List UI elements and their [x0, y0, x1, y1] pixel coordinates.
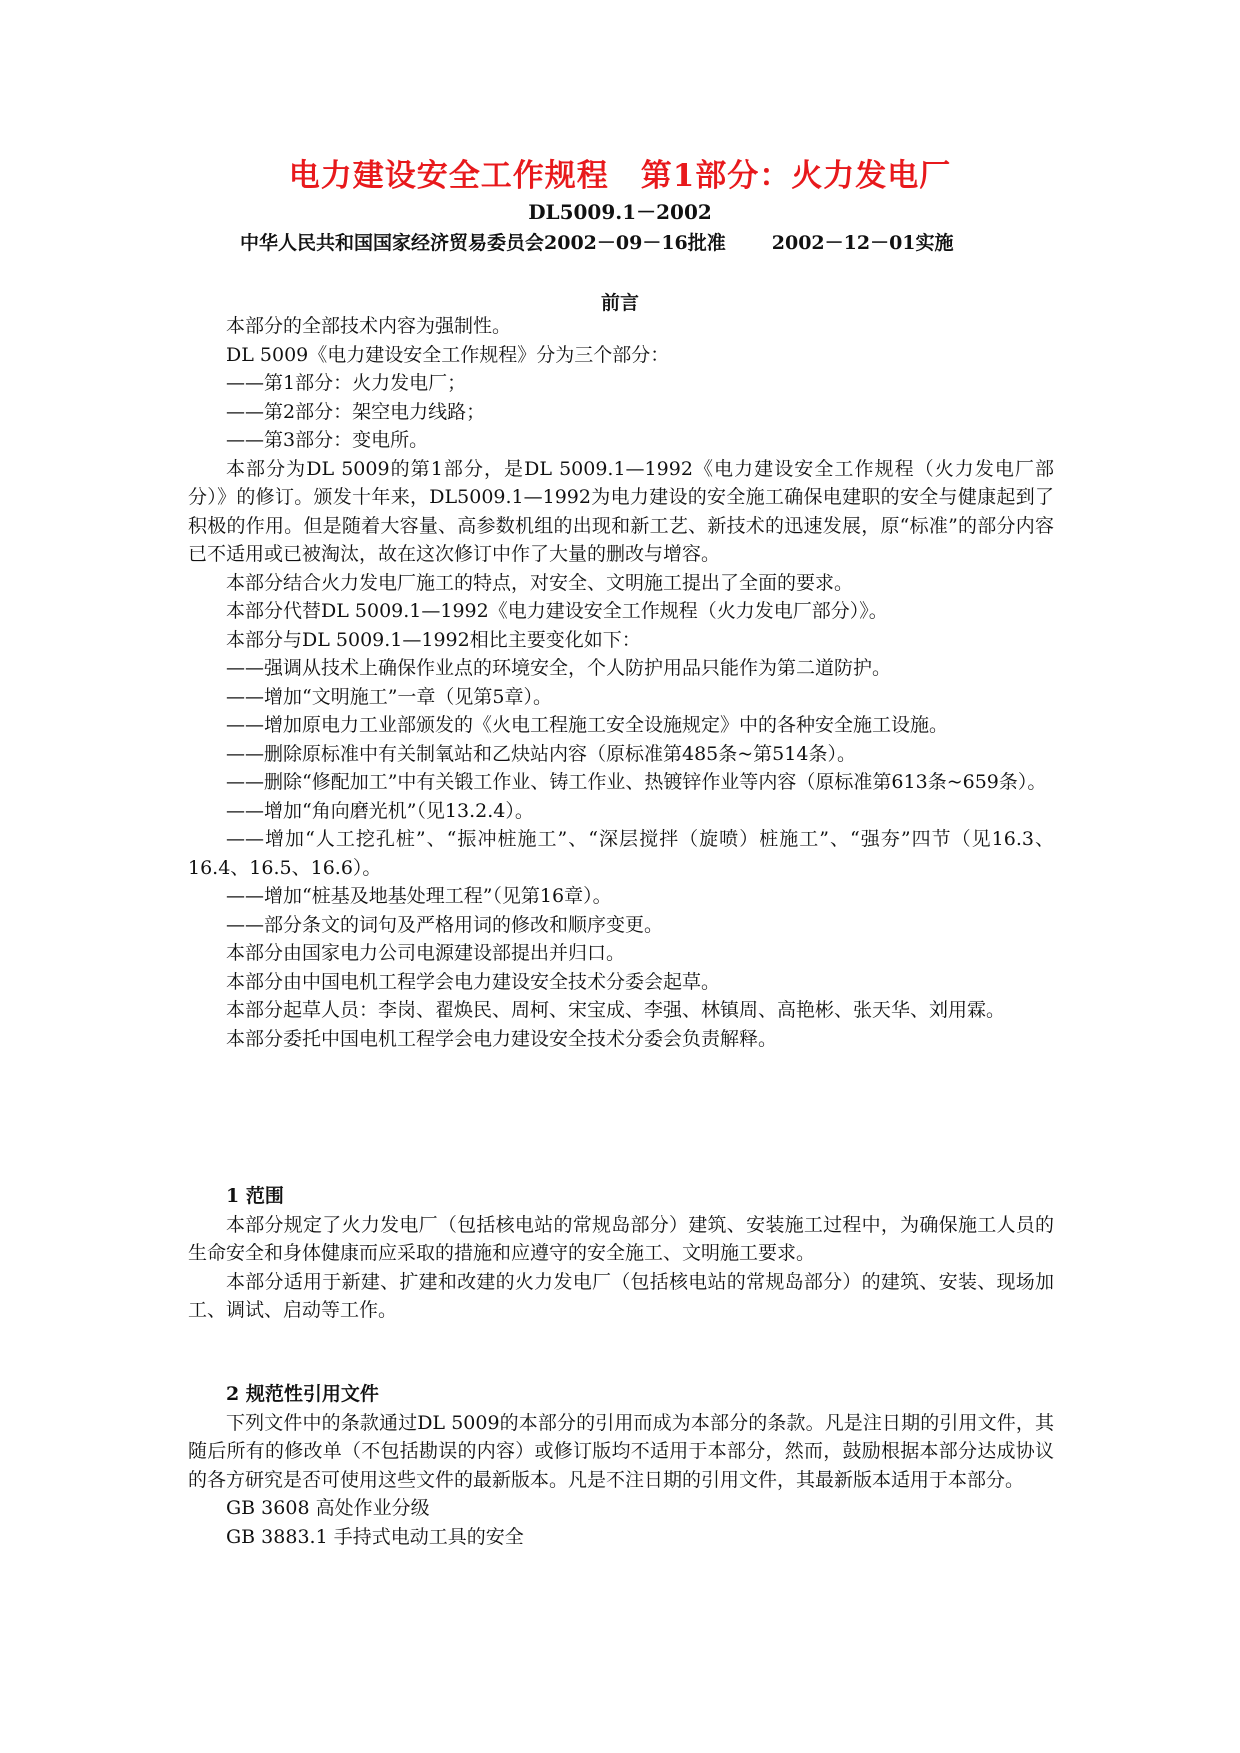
section-scope	[188, 1182, 1054, 1325]
paragraph: 本部分结合火力发电厂施工的特点，对安全、文明施工提出了全面的要求。	[226, 571, 854, 594]
approval-text: 中华人民共和国国家经济贸易委员会2002－09－16批准	[240, 232, 726, 254]
paragraph: 本部分与DL 5009.1—1992相比主要变化如下：	[226, 628, 641, 651]
foreword-body	[188, 312, 1054, 1053]
paragraph: 本部分的全部技术内容为强制性。	[226, 315, 512, 337]
list-item: ——增加原电力工业部颁发的《火电工程施工安全设施规定》中的各种安全施工设施。	[226, 714, 949, 736]
list-item: ——第1部分：火力发电厂；	[226, 372, 467, 394]
paragraph: 下列文件中的条款通过DL 5009的本部分的引用而成为本部分的条款。凡是注日期的引用文件，其随后所有的修改单（不包括勘误的内容）或修订版均不适用于本部分，然而，鼓励根据本部分达成协议的各方研究是否可使用这些文件的最新版本。凡是不注日期的引用文件，其最新版本适用于本部分。	[188, 1411, 1054, 1491]
paragraph: 本部分由国家电力公司电源建设部提出并归口。	[226, 942, 626, 964]
paragraph: 本部分由中国电机工程学会电力建设安全技术分委会起草。	[226, 970, 721, 993]
section-normative-references	[188, 1380, 1054, 1551]
reference-item: GB 3608 高处作业分级	[226, 1497, 430, 1519]
list-item: ——增加“文明施工”一章（见第5章）。	[226, 685, 553, 708]
paragraph: 本部分为DL 5009的第1部分，是DL 5009.1—1992《电力建设安全工作规程（火力发电厂部分）》的修订。颁发十年来，DL5009.1—1992为电力建设的安全施工确保电建职的安全与健康起到了积极的作用。但是随着大容量、高参数机组的出现和新工艺、新技术的迅速发展，原“标准”的部分内容已不适用或已被淘汰，故在这次修订中作了大量的删改与增容。	[188, 457, 1054, 565]
paragraph: 本部分适用于新建、扩建和改建的火力发电厂（包括核电站的常规岛部分）的建筑、安装、现场加工、调试、启动等工作。	[188, 1270, 1054, 1321]
foreword-heading: 前言	[600, 292, 639, 314]
list-item: ——增加“角向磨光机”（见13.2.4）。	[226, 799, 534, 822]
list-item: ——部分条文的词句及严格用词的修改和顺序变更。	[226, 913, 664, 936]
paragraph: 本部分起草人员：李岗、翟焕民、周柯、宋宝成、李强、林镇周、高艳彬、张天华、刘用霖。	[226, 999, 1006, 1021]
list-item: ——增加“人工挖孔桩”、“振冲桩施工”、“深层搅拌（旋喷）桩施工”、“强夯”四节（见16.3、16.4、16.5、16.6）。	[188, 828, 1054, 879]
implementation-date: 2002－12－01实施	[771, 232, 954, 254]
standard-code: DL5009.1－2002	[528, 200, 712, 224]
list-item: ——强调从技术上确保作业点的环境安全，个人防护用品只能作为第二道防护。	[226, 657, 892, 679]
list-item: ——增加“桩基及地基处理工程”（见第16章）。	[226, 885, 612, 907]
list-item: ——删除“修配加工”中有关锻工作业、铸工作业、热镀锌作业等内容（原标准第613条~659条）。	[226, 771, 1047, 793]
list-item: ——第3部分：变电所。	[226, 429, 429, 451]
approval-line	[240, 228, 954, 255]
list-item: ——删除原标准中有关制氧站和乙炔站内容（原标准第485条~第514条）。	[226, 742, 856, 765]
list-item: ——第2部分：架空电力线路；	[226, 400, 486, 423]
section-heading: 1 范围	[226, 1185, 284, 1207]
paragraph: 本部分委托中国电机工程学会电力建设安全技术分委会负责解释。	[226, 1027, 778, 1050]
reference-item: GB 3883.1 手持式电动工具的安全	[226, 1525, 524, 1548]
paragraph: 本部分规定了火力发电厂（包括核电站的常规岛部分）建筑、安装施工过程中，为确保施工人员的生命安全和身体健康而应采取的措施和应遵守的安全施工、文明施工要求。	[188, 1213, 1054, 1264]
section-heading: 2 规范性引用文件	[226, 1383, 379, 1405]
paragraph: DL 5009《电力建设安全工作规程》分为三个部分：	[226, 343, 670, 366]
document-title: 电力建设安全工作规程 第1部分：火力发电厂	[288, 158, 952, 194]
paragraph: 本部分代替DL 5009.1—1992《电力建设安全工作规程（火力发电厂部分）》。	[226, 600, 888, 622]
